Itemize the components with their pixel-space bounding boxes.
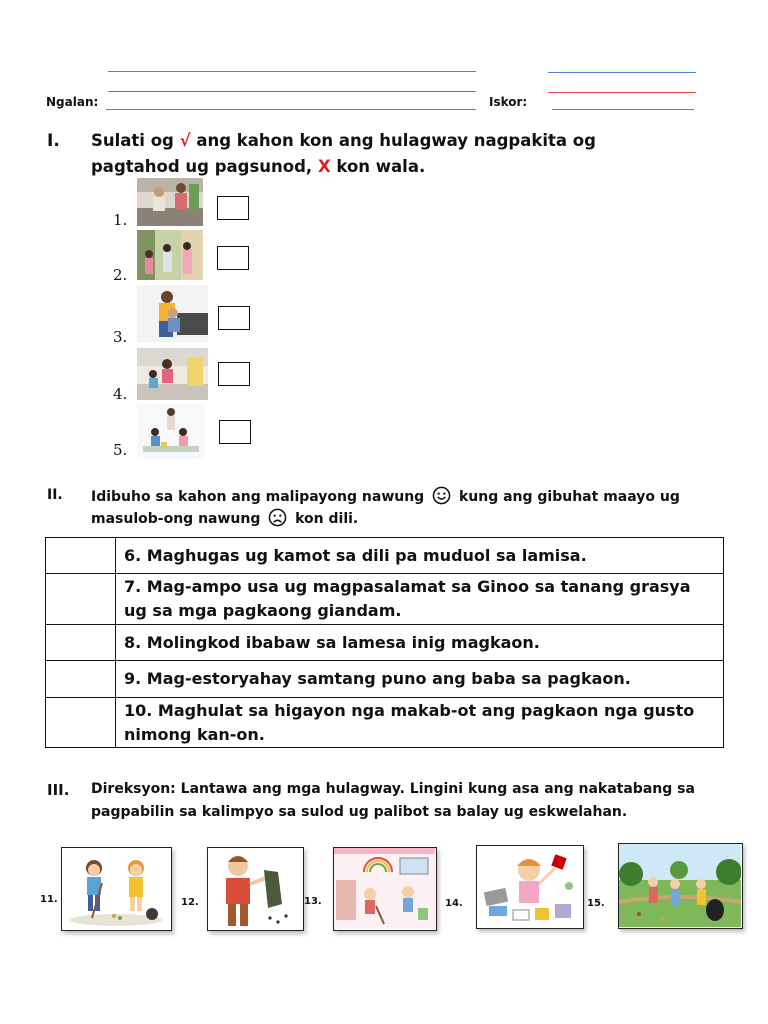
item-number: 2. [113,266,128,284]
man-with-trash-cartoon[interactable] [207,847,304,931]
answer-box-4[interactable] [218,362,250,386]
face-answer-cell[interactable] [46,538,116,574]
section3-number: III. [47,781,70,799]
statement-cell: 7. Mag-ampo usa ug magpasalamat sa Ginoo sa tanang grasya ug sa mga pagkaong giandam. [116,574,724,625]
table-row [46,538,724,574]
item-number: 5. [113,441,128,459]
table-row [46,661,724,698]
header-line-2 [548,72,696,73]
card-number: 14. [445,898,463,909]
card-number: 15. [587,898,605,909]
face-answer-cell[interactable] [46,574,116,625]
section1-number: I. [47,131,60,151]
table-row [46,625,724,661]
check-mark: √ [179,131,191,150]
face-answer-cell[interactable] [46,661,116,698]
item-number: 1. [113,211,128,229]
smiley-face-icon [432,486,451,505]
kitchen-helping-photo [137,178,203,226]
score-label: Iskor: [489,95,528,109]
card-number: 13. [304,896,322,907]
answer-box-5[interactable] [219,420,251,444]
kids-cleaning-classroom-cartoon[interactable] [333,847,437,931]
section2-number: II. [47,487,63,503]
section2-instruction: Idibuho sa kahon ang malipayong nawung kung ang gibuhat maayo ug masulob-ong nawung kon dili. [91,486,731,530]
card-number: 11. [40,894,58,905]
face-answer-cell[interactable] [46,698,116,748]
section3-instruction: Direksyon: Lantawa ang mga hulagway. Lingini kung asa ang nakatabang sa pagpabilin sa kalimpyo sa sulod ug palibot sa balay ug eskwelahan. [91,781,695,820]
answer-box-3[interactable] [218,306,250,330]
item-number: 3. [113,328,128,346]
answer-box-1[interactable] [217,196,249,220]
children-at-table-photo [137,404,205,459]
score-field[interactable] [552,109,694,110]
header-line-3 [108,91,476,92]
x-mark: X [317,157,331,176]
statement-cell: 9. Mag-estoryahay samtang puno ang baba sa pagkaon. [116,661,724,698]
face-answer-cell[interactable] [46,625,116,661]
statement-cell: 8. Molingkod ibabaw sa lamesa inig magkaon. [116,625,724,661]
card-number: 12. [181,897,199,908]
item-number: 4. [113,385,128,403]
answer-box-2[interactable] [217,246,249,270]
kids-sweeping-cartoon[interactable] [61,847,172,931]
table-row [46,574,724,625]
section1-instruction: Sulati og √ ang kahon kon ang hulagway nagpakita og pagtahod ug pagsunod, X kon wala. [91,131,596,176]
mother-comforting-child-photo [137,285,208,342]
header-line-4 [548,92,696,93]
name-label: Ngalan: [46,95,99,109]
behavior-table [45,537,724,748]
name-field[interactable] [106,109,476,110]
sad-face-icon [268,508,287,527]
messy-girl-cartoon[interactable] [476,845,584,929]
child-washing-dishes-photo [137,348,208,400]
park-cleanup-cartoon[interactable] [618,843,743,929]
statement-cell: 6. Maghugas ug kamot sa dili pa muduol sa lamisa. [116,538,724,574]
table-row [46,698,724,748]
family-greeting-photo [137,230,203,280]
header-line-1 [108,71,476,72]
statement-cell: 10. Maghulat sa higayon nga makab-ot ang pagkaon nga gusto nimong kan-on. [116,698,724,748]
